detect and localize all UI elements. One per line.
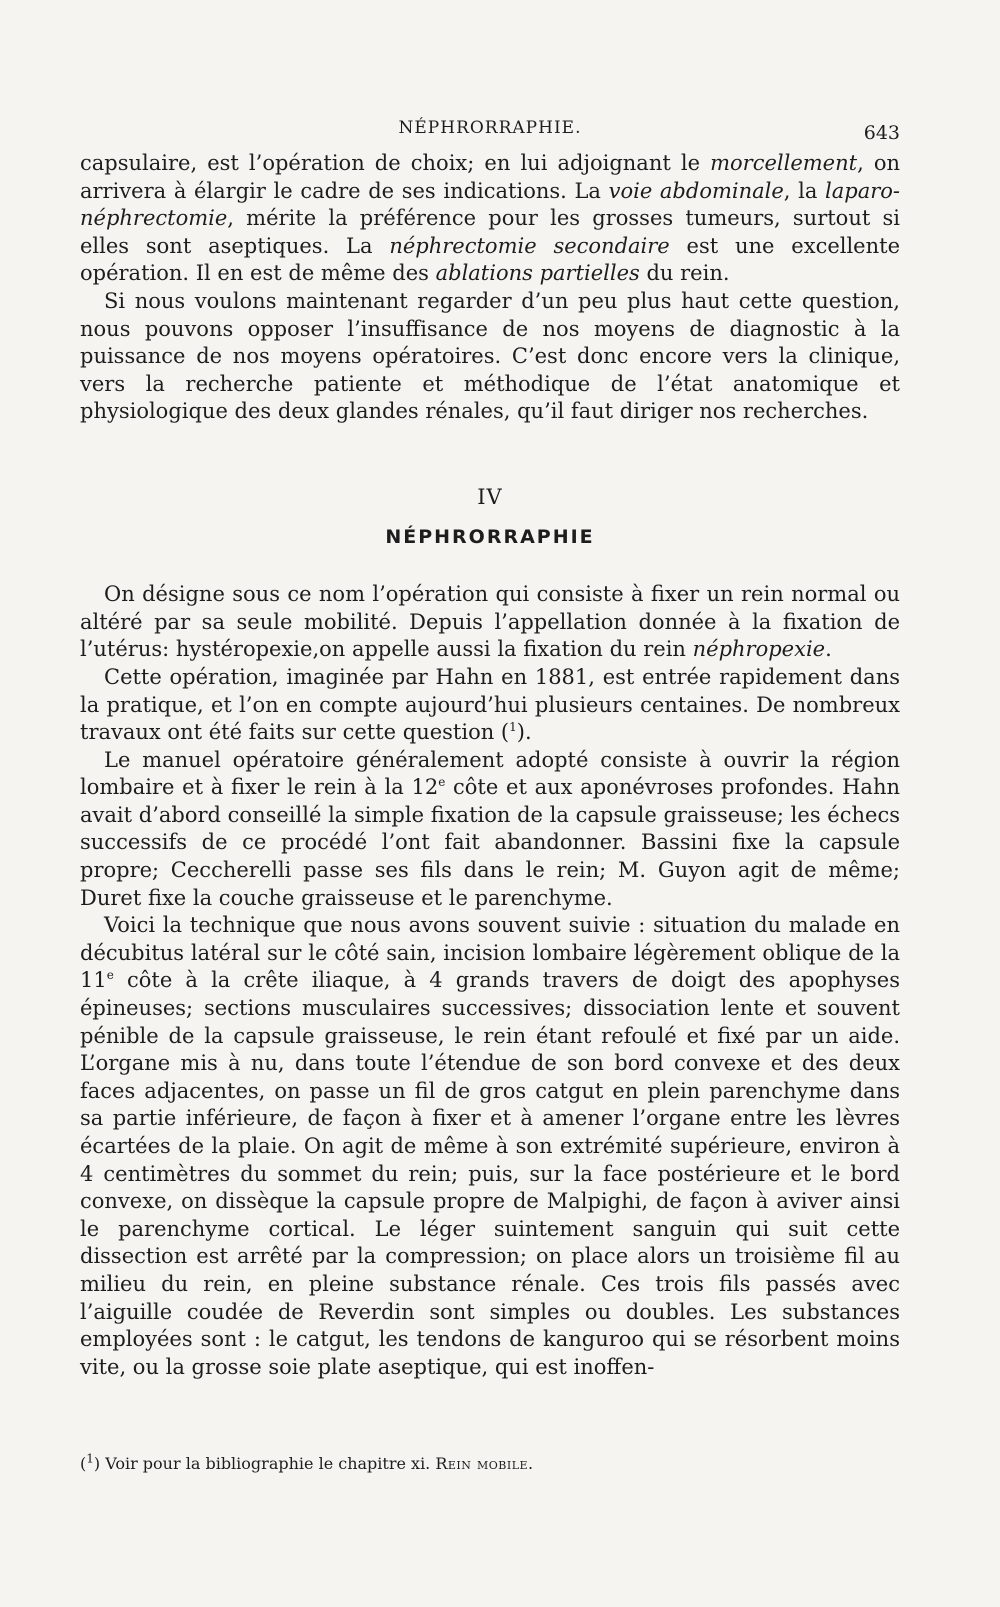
paragraph-1-text-1: capsulaire, est l’opération de choix; en lui adjoignant le [80, 151, 711, 175]
paragraph-6 [80, 912, 900, 1381]
paragraph-3-text-2: . [825, 637, 832, 662]
running-title: NÉPHRORRAPHIE. [398, 118, 582, 138]
paragraph-3-text-1: On désigne sous ce nom l’opération qui consiste à fixer un rein normal ou altéré par sa seule mobilité. Depuis l’appellation donnée à la fixation de l’utérus: hystéropexie,on appelle aussi la fixation du rein [80, 582, 900, 662]
paragraph-2: Si nous voulons maintenant regarder d’un peu plus haut cette question, nous pouvons opposer l’insuffisance de nos moyens de diagnostic à la puissance de nos moyens opératoires. C’est donc encore vers la clinique, vers la recherche patiente et méthodique de l’état anatomique et physiologique des deux glandes rénales, qu’il faut diriger nos recherches. [80, 288, 900, 424]
paragraph-4 [80, 664, 900, 747]
italic-voie-abdominale: voie abdominale [608, 178, 784, 203]
footnote-text: Voir pour la bibliographie le chapitre xi. [100, 1454, 436, 1473]
italic-nephropexie: néphropexie [692, 637, 826, 662]
body-text [80, 150, 900, 1381]
paragraph-5-text-2: côte et aux aponévroses profondes. Hahn avait d’abord conseillé la simple fixation de la capsule graisseuse; les échecs successifs de ce procédé l’ont fait abandonner. Bassini fixe la capsule propre; Ceccherelli passe ses fils dans le rein; M. Guyon agit de même; Duret fixe la couche graisseuse et le parenchyme. [80, 775, 901, 910]
italic-nephrectomie-secondaire: néphrectomie secondaire [389, 233, 670, 258]
section-number: IV [477, 484, 503, 509]
paragraph-1-text-4: , mérite la préférence pour les grosses tumeurs, surtout si elles sont aseptiques. La [80, 206, 900, 258]
paragraph-1-text-2: , on arrivera à élargir le cadre de ses indications. La [80, 151, 900, 203]
paragraph-6-text-2: côte à la crête iliaque, à 4 grands travers de doigt des apophyses épineuses; sections musculaires successives; dissociation lente et souvent pénible de la capsule graisseuse, le rein étant refoulé et fixé par un aide. L’organe mis à nu, dans toute l’étendue de son bord convexe et des deux faces adjacentes, on passe un fil de gros catgut en plein parenchyme dans sa partie inférieure, de façon à fixer et à amener l’organe entre les lèvres écartées de la plaie. On agit de même à son extrémité supérieure, environ à 4 centimètres du sommet du rein; puis, sur la face postérieure et le bord convexe, on dissèque la capsule propre de Malpighi, de façon à aviver ainsi le parenchyme cortical. Le léger suintement sanguin qui suit cette dissection est arrêté par la compression; on place alors un troisième fil au milieu du rein, en pleine substance rénale. Ces trois fils passés avec l’aiguille coudée de Reverdin sont simples ou doubles. Les substances employées sont : le catgut, les tendons de kanguroo qui se résorbent moins vite, ou la grosse soie plate aseptique, qui est inoffen- [80, 968, 900, 1379]
footnote: ($^1$) Voir pour la bibliographie le chapitre xi. Rein mobile. [80, 1451, 534, 1473]
italic-laparo-nephrectomie: laparo-néphrectomie [80, 178, 901, 231]
paragraph-4-text-1: Cette opération, imaginée par Hahn en 1881, est entrée rapidement dans la pratique, et l’on en compte aujourd’hui plusieurs centaines. De nombreux travaux ont été faits sur cette question ( [80, 664, 900, 745]
page-number: 643 [863, 122, 900, 144]
italic-ablations-partielles: ablations partielles [435, 261, 640, 286]
paragraph-5 [80, 747, 900, 913]
italic-morcellement: morcellement [710, 151, 858, 175]
paragraph-1-text-6: du rein. [639, 261, 730, 286]
paragraph-1-text-3: , la [783, 178, 826, 203]
section-title: NÉPHRORRAPHIE [385, 525, 595, 548]
footnote-end: . [528, 1454, 534, 1473]
paragraph-1 [80, 150, 900, 288]
paragraph-5-text-1: Le manuel opératoire généralement adopté consiste à ouvrir la région lombaire et à fixer le rein à la 12 [80, 747, 900, 800]
paragraph-4-text-2: ). [516, 720, 532, 745]
footnote-reference-chapter: Rein mobile [435, 1454, 529, 1473]
ordinal-superscript: e [438, 775, 446, 790]
paragraph-6-text-1: Voici la technique que nous avons souvent suivie : situation du malade en décubitus latéral sur le côté sain, incision lombaire légèrement oblique de la 11 [80, 913, 900, 993]
paragraph-3 [80, 581, 900, 664]
paragraph-1-text-5: est une excellente opération. Il en est de même des [80, 233, 901, 286]
page-header [80, 112, 900, 142]
ordinal-superscript: e [106, 968, 114, 983]
footnote-reference: 1 [509, 720, 517, 735]
footnote-marker: 1 [86, 1451, 94, 1466]
